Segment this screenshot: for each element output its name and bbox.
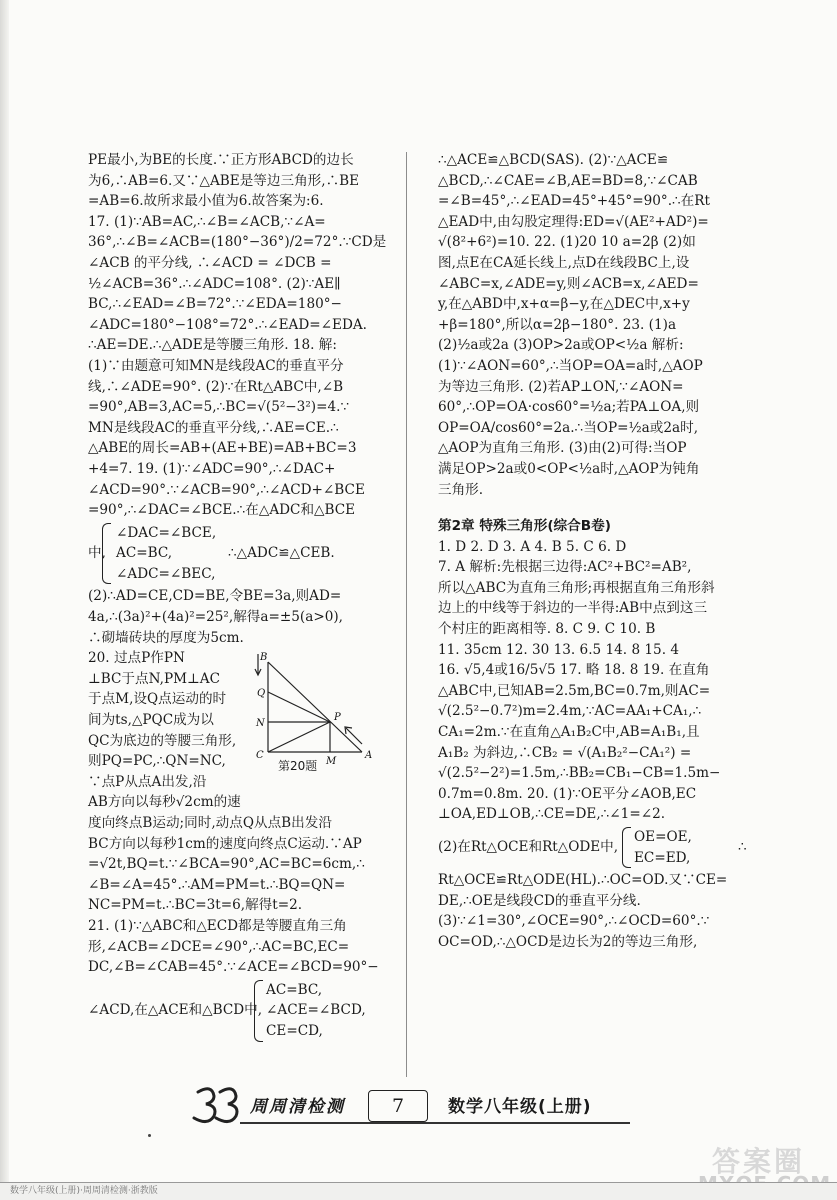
brace2-lines [266,980,386,1042]
text-line: +β=180°,所以α=2β−180°. 23. (1)a [438,316,677,333]
text-line: 为等边三角形. (2)若AP⊥ON,∵∠AON= [438,378,684,395]
column-divider [406,152,407,1077]
text-line: A₁B₂ 为斜边,∴CB₂ = √(A₁B₂²−CA₁²) = [438,744,692,761]
text-line: 1. D 2. D 3. A 4. B 5. C 6. D [438,538,627,555]
brace-symbol [102,523,111,585]
text-line: 则PQ=PC,∴QN=NC, [88,753,226,770]
label-p: P [334,712,341,724]
text-line: (1)∵由题意可知MN是线段AC的垂直平分 [88,357,344,374]
text-line: 60°,∴OP=OA·cos60°=½a;若PA⊥OA,则 [438,399,700,416]
text-line: ∴砌墙砖块的厚度为5cm. [88,629,244,646]
text-line: QC为底边的等腰三角形, [88,732,237,749]
text-line: ∵点P从点A出发,沿 [88,773,207,790]
text-line: ∠ACE=∠BCD, [266,1002,366,1019]
left-column [88,150,386,1044]
text-line: 个村庄的距离相等. 8. C 9. C 10. B [438,621,656,638]
text-line: 于点M,设Q点运动的时 [88,691,227,708]
text-line: BC,∴∠EAD=∠B=72°.∵∠EDA=180°− [88,296,342,313]
text-line: (3)∵∠1=30°,∠OCE=90°,∴∠OCD=60°.∵ [438,913,710,930]
stray-dot [148,1134,151,1137]
footer-rule [240,1122,630,1124]
page-number: 7 [368,1090,428,1122]
text-line: +4=7. 19. (1)∵∠ADC=90°,∴∠DAC+ [88,460,336,477]
text-line: 0.7m=0.8m. 20. (1)∵OE平分∠AOB,EC [438,785,697,802]
right-brace-lines [634,827,750,868]
text-line: 17. (1)∵AB=AC,∴∠B=∠ACB,∵∠A= [88,213,326,230]
text-line: NC=PM=t.∴BC=3t=6,解得t=2. [88,897,303,914]
label-b: B [260,652,268,664]
text-line: ∴AE=DE.∴△ADE是等腰三角形. 18. 解: [88,337,337,354]
watermark-logo: 答案圈 [712,1145,806,1178]
triangle-diagram [250,648,380,770]
text-line: √(8²+6²)=10. 22. (1)20 10 a=2β (2)如 [438,234,696,251]
text-line: 为6,∴AB=6.又∵△ABE是等边三角形,∴BE [88,172,360,189]
text-line: BC方向以每秒1cm的速度向终点C运动.∵AP [88,835,362,852]
text-line: =AB=6.故所求最小值为6.故答案为:6. [88,193,324,210]
footer-subject: 数学八年级(上册) [448,1097,592,1117]
brace-suffix: ∴△ADC≌△CEB. [228,544,335,561]
text-line: CA₁=2m.∵在直角△A₁B₂C中,AB=A₁B₁,且 [438,724,700,741]
text-line: 36°,∴∠B=∠ACB=(180°−36°)/2=72°.∵CD是 [88,234,387,251]
text-line: MN是线段AC的垂直平分线,∴AE=CE.∴ [88,419,339,436]
right-post-text [438,537,750,825]
text-line: ½∠ACB=36°.∴∠ADC=108°. (2)∵AE∥ [88,275,341,292]
text-line: 满足OP>2a或0<OP<½a时,△AOP为钝角 [438,460,700,477]
text-line: 间为ts,△PQC成为以 [88,712,214,729]
text-line: DE,∴OE是线段CD的垂直平分线. [438,892,641,909]
text-line: ∠ABC=x,∠ADE=y,则∠ACB=x,∠AED= [438,275,699,292]
text-line: OE=OE, [634,829,692,845]
text-line: 7. A 解析:先根据三边得:AC²+BC²=AB², [438,559,692,576]
text-line: ⊥OA,ED⊥OB,∴CE=DE,∴∠1=∠2. [438,806,666,823]
right-pre-text [438,150,750,500]
page-binding-edge [0,0,9,1200]
right-brace-prefix: (2)在Rt△OCE和Rt△ODE中, [438,839,619,855]
label-c: C [256,750,264,762]
text-line: EC=ED, [634,849,691,866]
text-line: △ABC中,已知AB=2.5m,BC=0.7m,则AC= [438,682,711,699]
text-line: ∠B=∠A=45°.∴AM=PM=t.∴BQ=QN= [88,876,346,893]
right-tail-text [438,870,750,952]
text-line: △ABE的周长=AB+(AE+BE)=AB+BC=3 [88,440,357,457]
congruence-brace-block-2 [88,980,386,1042]
text-line: Rt△OCE≌Rt△ODE(HL).∴OC=OD.又∵CE= [438,872,728,889]
text-line: ∠DAC=∠BCE, [116,524,217,541]
text-line: (1)∵∠AON=60°,∴当OP=OA=a时,△AOP [438,357,703,374]
text-line: △BCD,∴∠CAE=∠B,AE=BD=8,∵∠CAB [438,172,698,189]
text-line: ∠ACB 的平分线, ∴∠ACD = ∠DCB = [88,254,332,271]
text-line: 线,∴∠ADE=90°. (2)∵在Rt△ABC中,∠B [88,378,344,395]
text-line: 11. 35cm 12. 30 13. 6.5 14. 8 15. 4 [438,641,679,658]
label-q: Q [257,688,266,700]
brace2-prefix: ∠ACD,在△ACE和△BCD中, [88,1001,263,1018]
text-line: ∠ADC=∠BEC, [116,565,216,582]
text-line: 4a,∴(3a)²+(4a)²=25²,解得a=±5(a>0), [88,609,343,626]
right-brace-block [438,827,750,868]
text-line: DC,∠B=∠CAB=45°.∵∠ACE=∠BCD=90°− [88,959,379,976]
text-line: (2)∴AD=CE,CD=BE,令BE=3a,则AD= [88,588,342,605]
right-brace-suffix: ∴ [738,839,747,855]
text-line: 形,∠ACB=∠DCE=∠90°,∴AC=BC,EC= [88,938,350,955]
text-line: 16. √5,4或16/5√5 17. 略 18. 8 19. 在直角 [438,662,710,679]
segment-cp [268,722,330,752]
brace-prefix: 中, [88,544,106,561]
text-line: =90°,AB=3,AC=5,∴BC=√(5²−3²)=4.∵ [88,399,350,416]
text-line: 20. 过点P作PN [88,650,185,667]
text-line: 度向终点B运动;同时,动点Q从点B出发沿 [88,815,332,831]
section-title: 第2章 特殊三角形(综合B卷) [438,518,611,535]
right-brace-symbol [622,827,631,868]
figure-caption: 第20题 [278,759,318,774]
text-line: 所以△ABC为直角三角形;再根据直角三角形斜 [438,579,715,596]
label-a: A [365,750,373,762]
text-line: =∠B=45°,∴∠EAD=45°+45°=90°.∴在Rt [438,193,710,210]
segment-ab [268,662,362,752]
text-line: 图,点E在CA延长线上,点D在线段BC上,设 [438,254,690,271]
bottom-print-strip: 数学八年级(上册)·周周清检测·浙教版 [0,1182,837,1200]
text-line: ∠ADC=180°−108°=72°.∴∠EAD=∠EDA. [88,316,367,333]
text-line: y,在△ABD中,x+α=β−y,在△DEC中,x+y [438,296,690,313]
text-line: △EAD中,由勾股定理得:ED=√(AE²+AD²)= [438,213,709,230]
text-line: AC=BC, [116,545,173,562]
text-line: 边上的中线等于斜边的一半得:AB中点到这三 [438,600,708,617]
text-line: (2)½a或2a (3)OP>2a或OP<½a 解析: [438,337,684,354]
label-m: M [326,756,337,768]
text-line: ∴△ACE≌△BCD(SAS). (2)∵△ACE≌ [438,152,669,168]
footer-brand: 周周清检测 [250,1097,345,1117]
text-line: ∠ACD=90°.∵∠ACB=90°,∴∠ACD+∠BCE [88,481,365,498]
arrow-p-shaft [346,728,362,744]
text-line: △AOP为直角三角形. (3)由(2)可得:当OP [438,440,687,457]
left-mid-text [88,586,386,648]
text-line: =√2t,BQ=t.∵∠BCA=90°,AC=BC=6cm,∴ [88,856,365,873]
left-pre-text [88,150,386,521]
right-column [438,150,750,953]
text-line: 21. (1)∵△ABC和△ECD都是等腰直角三角 [88,917,347,934]
left-post-text [88,792,386,977]
text-line: AB方向以每秒√2cm的速 [88,794,241,811]
brace2-symbol [254,980,263,1042]
text-line: PE最小,为BE的长度.∵正方形ABCD的边长 [88,152,354,168]
text-line: CE=CD, [266,1022,323,1039]
text-line: √(2.5²−2²)=1.5m,∴BB₂=CB₁−CB=1.5m− [438,765,721,782]
page-footer [190,1082,630,1130]
text-line: OC=OD,∴△OCD是边长为2的等边三角形, [438,933,698,950]
segment-qp [268,692,330,722]
figure-q20 [250,648,380,774]
text-line: √(2.5²−0.7²)m=2.4m,∵AC=AA₁+CA₁,∴ [438,703,702,720]
text-line: AC=BC, [266,981,323,998]
label-n: N [256,718,265,730]
congruence-brace-block [88,523,386,585]
q20-text [88,648,256,792]
text-line: OP=OA/cos60°=2a.∴当OP=½a或2a时, [438,419,699,436]
text-line: =90°,∴∠DAC=∠BCE.∴在△ADC和△BCE [88,502,356,519]
text-line: 三角形. [438,481,484,498]
text-line: ⊥BC于点N,PM⊥AC [88,670,221,687]
